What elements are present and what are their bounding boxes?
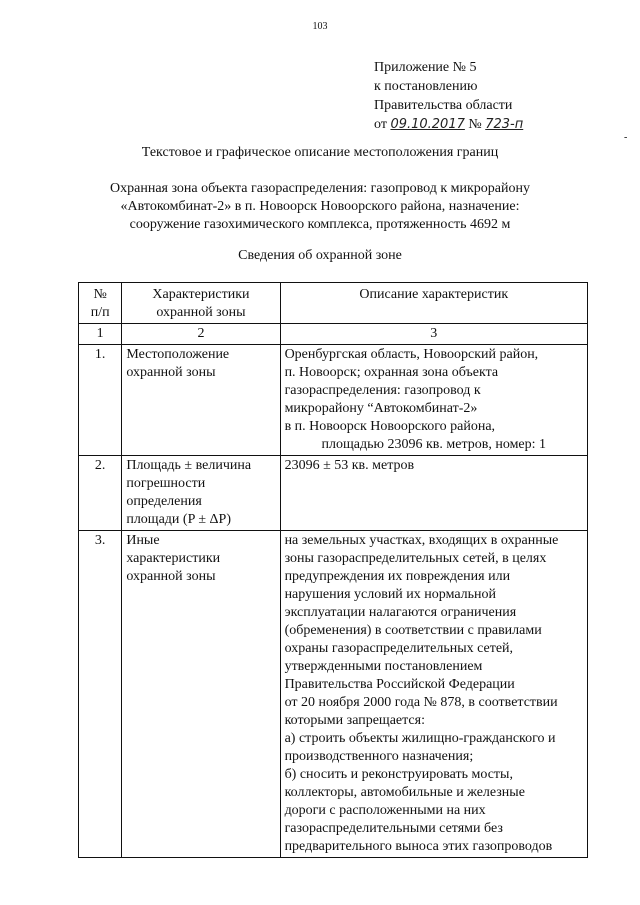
subject-line: «Автокомбинат-2» в п. Новоорск Новоорского района, назначение: [120, 199, 520, 214]
cell-line: предупреждения их повреждения или [284, 569, 511, 584]
cell-line: определения [126, 494, 202, 509]
cell-line: зоны газораспределительных сетей, в целях [284, 551, 547, 566]
cell-line: производственного назначения; [284, 749, 474, 764]
column-number: 1 [79, 324, 122, 345]
document-title: Текстовое и графическое описание местоположения границ [141, 145, 499, 160]
cell-line: газораспределения: газопровод к [284, 383, 481, 398]
header-text: Характеристики [152, 287, 250, 302]
header-text: п/п [90, 305, 110, 320]
header-text: Описание характеристик [359, 287, 509, 302]
subject-line: сооружение газохимического комплекса, протяженность 4692 м [129, 217, 511, 232]
row-number: 2. [79, 456, 122, 531]
cell-line: характеристики [126, 551, 221, 566]
row-name [122, 456, 280, 531]
cell-line: Оренбургская область, Новоорский район, [284, 347, 539, 362]
header-text: охранной зоны [156, 305, 246, 320]
cell-line: предварительного выноса этих газопроводов [284, 839, 553, 854]
object-description [90, 180, 550, 234]
header-number [79, 283, 122, 324]
table-row [79, 456, 588, 531]
row-name [122, 531, 280, 858]
cell-line: микрорайону “Автокомбинат-2» [284, 401, 478, 416]
cell-line: 23096 ± 53 кв. метров [284, 458, 415, 473]
row-name [122, 345, 280, 456]
cell-line: площади (P ± ΔP) [126, 512, 231, 527]
cell-line: дороги с расположенными на них [284, 803, 486, 818]
cell-line: (обременения) в соответствии с правилами [284, 623, 542, 638]
cell-line: охраны газораспределительных сетей, [284, 641, 514, 656]
cell-line: нарушения условий их нормальной [284, 587, 497, 602]
cell-line: на земельных участках, входящих в охранные [284, 533, 559, 548]
handwritten-number: 723-п [485, 117, 524, 132]
handwritten-date: 09.10.2017 [390, 117, 465, 132]
cell-line: п. Новоорск; охранная зона объекта [284, 365, 499, 380]
zone-table [78, 282, 588, 858]
cell-line: утвержденными постановлением [284, 659, 483, 674]
cell-line: а) строить объекты жилищно-гражданского и [284, 731, 556, 746]
header-description [280, 283, 587, 324]
column-number-row [79, 324, 588, 345]
header-text: № [93, 287, 107, 302]
table-header-row [79, 283, 588, 324]
cell-line: эксплуатации налагаются ограничения [284, 605, 517, 620]
cell-line: охранной зоны [126, 569, 216, 584]
cell-line: Местоположение [126, 347, 230, 362]
cell-line: Иные [126, 533, 160, 548]
column-number: 3 [280, 324, 587, 345]
cell-line: газораспределительными сетями без [284, 821, 503, 836]
cell-line: б) сносить и реконструировать мосты, [284, 767, 513, 782]
section-title: Сведения об охранной зоне [238, 248, 402, 263]
cell-line: в п. Новоорск Новоорского района, [284, 419, 496, 434]
row-description [280, 456, 587, 531]
page-number: 103 [312, 21, 328, 32]
row-description [280, 531, 587, 858]
cell-line: Правительства Российской Федерации [284, 677, 515, 692]
cell-line: коллекторы, автомобильные и железные [284, 785, 525, 800]
date-prefix: от [374, 117, 387, 132]
cell-line: охранной зоны [126, 365, 216, 380]
row-number: 3. [79, 531, 122, 858]
cell-line: от 20 ноября 2000 года № 878, в соответствии [284, 695, 558, 710]
number-prefix: № [468, 117, 482, 132]
appendix-line: Правительства области [374, 98, 513, 113]
cell-line: погрешности [126, 476, 206, 491]
table-row [79, 345, 588, 456]
row-description [280, 345, 587, 456]
cell-line: Площадь ± величина [126, 458, 252, 473]
subject-line: Охранная зона объекта газораспределения: газопровод к микрорайону [110, 181, 530, 196]
table-row [79, 531, 588, 858]
header-characteristics [122, 283, 280, 324]
column-number: 2 [122, 324, 280, 345]
appendix-date-line [374, 115, 523, 134]
appendix-line: Приложение № 5 [374, 60, 477, 75]
row-number: 1. [79, 345, 122, 456]
appendix-block [374, 58, 523, 134]
cell-line: которыми запрещается: [284, 713, 425, 728]
edge-mark: - [624, 132, 628, 143]
cell-line: площадью 23096 кв. метров, номер: 1 [321, 437, 547, 452]
appendix-line: к постановлению [374, 79, 478, 94]
